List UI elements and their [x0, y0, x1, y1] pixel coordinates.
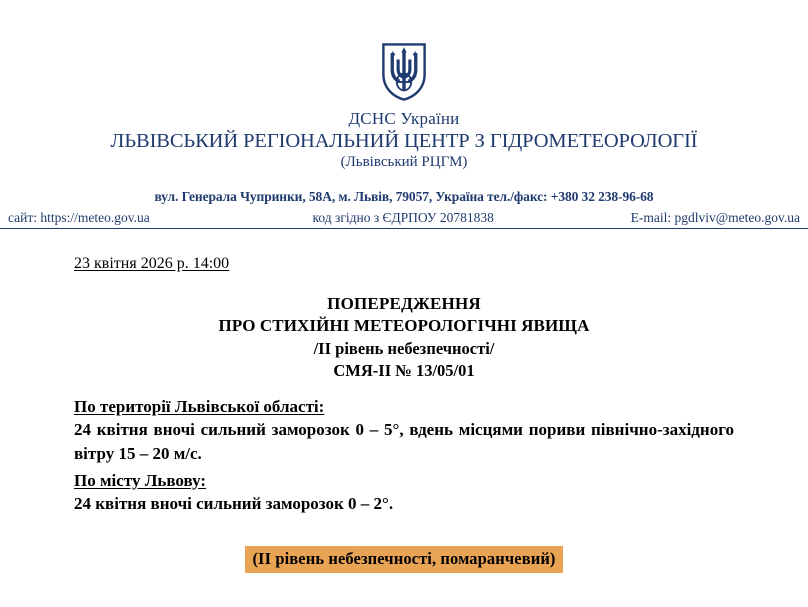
section-city-text: 24 квітня вночі сильний заморозок 0 – 2°. — [74, 493, 394, 513]
title-danger-level: /ІІ рівень небезпечності/ — [313, 338, 495, 358]
title-subject: ПРО СТИХІЙНІ МЕТЕОРОЛОГІЧНІ ЯВИЩА — [218, 316, 590, 336]
letterhead — [0, 0, 808, 229]
center-short-name: (Львівський РЦГМ) — [340, 154, 468, 171]
section-region — [74, 397, 734, 466]
website-link[interactable]: сайт: https://meteo.gov.ua — [8, 209, 150, 225]
email-link[interactable]: E-mail: pgdlviv@meteo.gov.ua — [630, 209, 800, 225]
document-body — [0, 229, 808, 573]
section-city-heading: По місту Львову: — [74, 470, 207, 490]
agency-name: ДСНС України — [348, 109, 460, 128]
address-line: вул. Генерала Чупринки, 58А, м. Львів, 79057, Україна тел./факс: +380 32 238-96-68 — [154, 188, 654, 204]
organization-names — [0, 109, 808, 172]
section-region-text: 24 квітня вночі сильний заморозок 0 – 5°, вдень місцями пориви північно-західного вітру 15 – 20 м/с. — [74, 420, 734, 464]
danger-level-banner: (ІІ рівень небезпечності, помаранчевий) — [245, 546, 562, 573]
contact-row — [0, 210, 808, 229]
section-city — [74, 471, 734, 516]
title-main: ПОПЕРЕДЖЕННЯ — [327, 293, 481, 313]
document-title-block — [74, 293, 734, 381]
ukraine-trident-coat-of-arms-icon — [381, 42, 427, 102]
danger-level-banner-wrap — [74, 546, 734, 573]
document-date: 23 квітня 2026 р. 14:00 — [74, 254, 230, 272]
center-name: ЛЬВІВСЬКИЙ РЕГІОНАЛЬНИЙ ЦЕНТР З ГІДРОМЕТЕОРОЛОГІЇ — [110, 130, 698, 153]
section-region-heading: По території Львівської області: — [74, 397, 325, 417]
title-document-number: СМЯ-ІІ № 13/05/01 — [333, 360, 475, 380]
edrpou-code: код згідно з ЄДРПОУ 20781838 — [312, 209, 494, 225]
